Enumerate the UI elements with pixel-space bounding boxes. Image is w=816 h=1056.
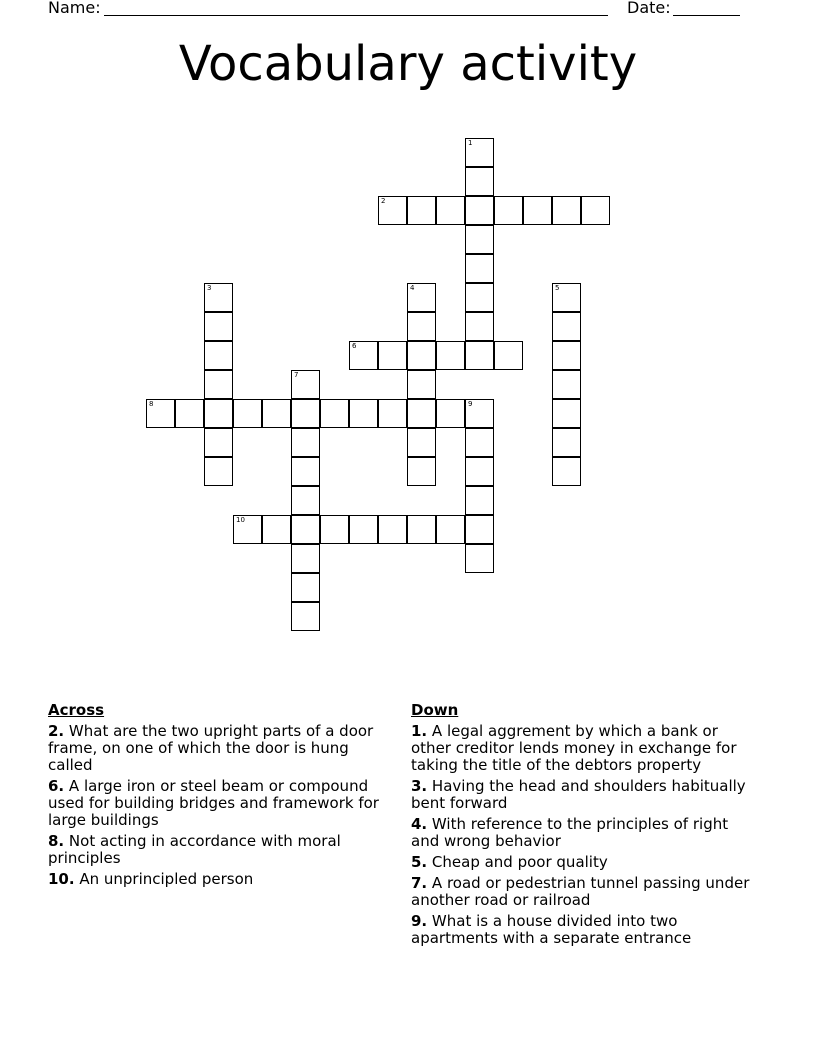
grid-cell[interactable] bbox=[320, 399, 349, 428]
cell-number: 5 bbox=[555, 284, 560, 292]
grid-cell[interactable] bbox=[233, 399, 262, 428]
grid-cell[interactable] bbox=[465, 457, 494, 486]
clue-text: An unprincipled person bbox=[79, 870, 254, 888]
down-clue bbox=[411, 854, 756, 871]
grid-cell[interactable] bbox=[291, 602, 320, 631]
grid-cell[interactable] bbox=[465, 486, 494, 515]
grid-cell[interactable] bbox=[262, 399, 291, 428]
grid-cell[interactable] bbox=[204, 283, 233, 312]
clue-number: 5. bbox=[411, 853, 428, 871]
down-heading: Down bbox=[411, 701, 459, 719]
cell-number: 3 bbox=[207, 284, 212, 292]
clue-text: What is a house divided into two apartments with a separate entrance bbox=[411, 912, 692, 947]
clue-text: Not acting in accordance with moral principles bbox=[48, 832, 341, 867]
grid-cell[interactable] bbox=[291, 544, 320, 573]
grid-cell[interactable] bbox=[204, 370, 233, 399]
cell-number: 10 bbox=[236, 516, 245, 524]
cell-number: 4 bbox=[410, 284, 415, 292]
clue-number: 1. bbox=[411, 722, 428, 740]
cell-number: 6 bbox=[352, 342, 357, 350]
grid-cell[interactable] bbox=[233, 515, 262, 544]
grid-cell[interactable] bbox=[407, 428, 436, 457]
grid-cell[interactable] bbox=[494, 341, 523, 370]
grid-cell[interactable] bbox=[349, 399, 378, 428]
grid-cell[interactable] bbox=[552, 370, 581, 399]
grid-cell[interactable] bbox=[465, 225, 494, 254]
cell-number: 7 bbox=[294, 371, 299, 379]
grid-cell[interactable] bbox=[291, 399, 320, 428]
clue-text: With reference to the principles of right and wrong behavior bbox=[411, 815, 729, 850]
grid-cell[interactable] bbox=[378, 515, 407, 544]
grid-cell[interactable] bbox=[204, 399, 233, 428]
grid-cell[interactable] bbox=[523, 196, 552, 225]
grid-cell[interactable] bbox=[552, 399, 581, 428]
clue-number: 4. bbox=[411, 815, 428, 833]
grid-cell[interactable] bbox=[465, 138, 494, 167]
down-clue bbox=[411, 875, 756, 909]
cell-number: 9 bbox=[468, 400, 473, 408]
grid-cell[interactable] bbox=[552, 283, 581, 312]
grid-cell[interactable] bbox=[581, 196, 610, 225]
page-title: Vocabulary activity bbox=[178, 36, 638, 92]
clue-number: 9. bbox=[411, 912, 428, 930]
grid-cell[interactable] bbox=[465, 544, 494, 573]
across-clues bbox=[48, 702, 393, 892]
grid-cell[interactable] bbox=[465, 283, 494, 312]
clue-text: A large iron or steel beam or compound used for building bridges and framework for large buildings bbox=[48, 777, 379, 829]
grid-cell[interactable] bbox=[436, 515, 465, 544]
grid-cell[interactable] bbox=[407, 370, 436, 399]
grid-cell[interactable] bbox=[552, 341, 581, 370]
grid-cell[interactable] bbox=[204, 312, 233, 341]
grid-cell[interactable] bbox=[552, 312, 581, 341]
clue-number: 10. bbox=[48, 870, 75, 888]
clue-number: 7. bbox=[411, 874, 428, 892]
across-clue bbox=[48, 778, 393, 829]
down-clue bbox=[411, 778, 756, 812]
grid-cell[interactable] bbox=[291, 457, 320, 486]
grid-cell[interactable] bbox=[378, 196, 407, 225]
grid-cell[interactable] bbox=[407, 283, 436, 312]
grid-cell[interactable] bbox=[291, 573, 320, 602]
grid-cell[interactable] bbox=[407, 399, 436, 428]
cell-number: 2 bbox=[381, 197, 386, 205]
down-clue bbox=[411, 816, 756, 850]
grid-cell[interactable] bbox=[465, 341, 494, 370]
grid-cell[interactable] bbox=[407, 515, 436, 544]
grid-cell[interactable] bbox=[146, 399, 175, 428]
grid-cell[interactable] bbox=[552, 428, 581, 457]
grid-cell[interactable] bbox=[465, 196, 494, 225]
across-clue bbox=[48, 723, 393, 774]
clue-number: 3. bbox=[411, 777, 428, 795]
clue-number: 6. bbox=[48, 777, 65, 795]
down-clue bbox=[411, 913, 756, 947]
grid-cell[interactable] bbox=[465, 312, 494, 341]
clue-text: Having the head and shoulders habitually bent forward bbox=[411, 777, 746, 812]
date-label: Date: bbox=[627, 0, 671, 17]
clue-number: 2. bbox=[48, 722, 65, 740]
grid-cell[interactable] bbox=[291, 515, 320, 544]
grid-cell[interactable] bbox=[436, 196, 465, 225]
grid-cell[interactable] bbox=[378, 341, 407, 370]
grid-cell[interactable] bbox=[204, 457, 233, 486]
grid-cell[interactable] bbox=[291, 486, 320, 515]
grid-cell[interactable] bbox=[407, 312, 436, 341]
grid-cell[interactable] bbox=[494, 196, 523, 225]
grid-cell[interactable] bbox=[349, 515, 378, 544]
across-clue bbox=[48, 833, 393, 867]
grid-cell[interactable] bbox=[407, 457, 436, 486]
down-clue bbox=[411, 723, 756, 774]
clue-text: Cheap and poor quality bbox=[431, 853, 608, 871]
grid-cell[interactable] bbox=[465, 167, 494, 196]
grid-cell[interactable] bbox=[175, 399, 204, 428]
across-clue bbox=[48, 871, 393, 888]
clue-text: A road or pedestrian tunnel passing under another road or railroad bbox=[411, 874, 750, 909]
grid-cell[interactable] bbox=[465, 254, 494, 283]
grid-cell[interactable] bbox=[291, 428, 320, 457]
grid-cell[interactable] bbox=[552, 457, 581, 486]
grid-cell[interactable] bbox=[465, 515, 494, 544]
name-label: Name: bbox=[48, 0, 101, 17]
grid-cell[interactable] bbox=[320, 515, 349, 544]
cell-number: 1 bbox=[468, 139, 473, 147]
grid-cell[interactable] bbox=[204, 428, 233, 457]
grid-cell[interactable] bbox=[204, 341, 233, 370]
clue-text: What are the two upright parts of a door frame, on one of which the door is hung called bbox=[48, 722, 374, 774]
grid-cell[interactable] bbox=[291, 370, 320, 399]
grid-cell[interactable] bbox=[465, 399, 494, 428]
across-heading: Across bbox=[48, 701, 105, 719]
clue-text: A legal aggrement by which a bank or other creditor lends money in exchange for taking the title of the debtors property bbox=[411, 722, 737, 774]
grid-cell[interactable] bbox=[349, 341, 378, 370]
grid-cell[interactable] bbox=[436, 341, 465, 370]
down-clues bbox=[411, 702, 756, 951]
clue-number: 8. bbox=[48, 832, 65, 850]
cell-number: 8 bbox=[149, 400, 154, 408]
grid-cell[interactable] bbox=[407, 341, 436, 370]
grid-cell[interactable] bbox=[552, 196, 581, 225]
grid-cell[interactable] bbox=[407, 196, 436, 225]
grid-cell[interactable] bbox=[465, 428, 494, 457]
grid-cell[interactable] bbox=[378, 399, 407, 428]
grid-cell[interactable] bbox=[262, 515, 291, 544]
grid-cell[interactable] bbox=[436, 399, 465, 428]
